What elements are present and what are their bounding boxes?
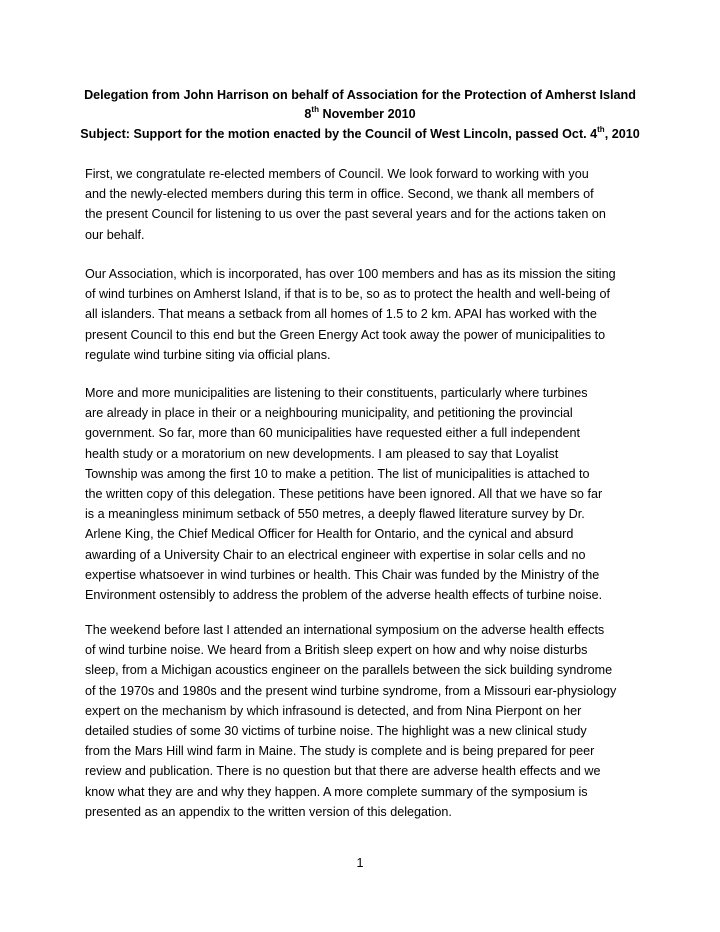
- paragraph-congratulations: [85, 164, 645, 245]
- text-line: of wind turbines on Amherst Island, if that is to be, so as to protect the health and well-being of: [85, 287, 611, 302]
- paragraph-association: [85, 264, 645, 365]
- text-line: health study or a moratorium on new developments. I am pleased to say that Loyalist: [85, 446, 559, 461]
- text-line: Arlene King, the Chief Medical Officer for Health for Ontario, and the cynical and absurd: [85, 527, 574, 542]
- subject-year: , 2010: [604, 127, 640, 141]
- text-line: expert on the mechanism by which infrasound is detected, and from Nina Pierpont on her: [85, 703, 582, 718]
- subject-text: Subject: Support for the motion enacted by the Council of West Lincoln, passed Oct. 4: [80, 127, 598, 141]
- text-line: review and publication. There is no question but that there are adverse health effects and we: [85, 764, 601, 779]
- date-day-suffix: th: [311, 104, 319, 114]
- text-line: detailed studies of some 30 victims of turbine noise. The highlight was a new clinical study: [85, 723, 587, 738]
- text-line: the present Council for listening to us over the past several years and for the actions taken on: [85, 207, 606, 222]
- date-rest: November 2010: [318, 107, 416, 121]
- text-line: our behalf.: [85, 227, 145, 242]
- text-line: of the 1970s and 1980s and the present wind turbine syndrome, from a Missouri ear-physiology: [85, 683, 617, 698]
- paragraph-municipalities: [85, 383, 645, 605]
- text-line: know what they are and why they happen. A more complete summary of the symposium is: [85, 784, 588, 799]
- text-line: Our Association, which is incorporated, has over 100 members and has as its mission the siting: [85, 267, 616, 281]
- text-line: the written copy of this delegation. These petitions have been ignored. All that we have so far: [85, 486, 603, 501]
- subject-date-suffix: th: [597, 124, 605, 134]
- text-line: all islanders. That means a setback from all homes of 1.5 to 2 km. APAI has worked with the: [85, 307, 597, 322]
- delegation-title: Delegation from John Harrison on behalf of Association for the Protection of Amherst Island: [84, 88, 636, 102]
- text-line: of wind turbine noise. We heard from a British sleep expert on how and why noise disturbs: [85, 643, 588, 658]
- text-line: First, we congratulate re-elected members of Council. We look forward to working with you: [85, 167, 589, 181]
- date-day: 8: [304, 107, 312, 121]
- text-line: from the Mars Hill wind farm in Maine. The study is complete and is being prepared for peer: [85, 744, 595, 759]
- subject-line: [60, 124, 660, 144]
- text-line: sleep, from a Michigan acoustics engineer on the parallels between the sick building syndrome: [85, 663, 613, 678]
- text-line: government. So far, more than 60 municipalities have requested either a full independent: [85, 426, 580, 441]
- text-line: Township was among the first 10 to make a petition. The list of municipalities is attached to: [85, 466, 590, 481]
- text-line: More and more municipalities are listening to their constituents, particularly where turbines: [85, 386, 588, 400]
- paragraph-symposium: [85, 620, 645, 822]
- text-line: The weekend before last I attended an international symposium on the adverse health effects: [85, 623, 605, 637]
- text-line: and the newly-elected members during this term in office. Second, we thank all members of: [85, 187, 594, 202]
- text-line: present Council to this end but the Green Energy Act took away the power of municipalities to: [85, 327, 606, 342]
- page-number: 1: [356, 856, 364, 870]
- text-line: are already in place in their or a neighbouring municipality, and petitioning the provincial: [85, 406, 573, 421]
- delegation-date: [60, 104, 660, 124]
- text-line: is a meaningless minimum setback of 550 metres, a deeply flawed literature survey by Dr.: [85, 507, 585, 522]
- text-line: awarding of a University Chair to an electrical engineer with expertise in solar cells and no: [85, 547, 586, 562]
- text-line: regulate wind turbine siting via official plans.: [85, 347, 331, 362]
- text-line: presented as an appendix to the written version of this delegation.: [85, 804, 452, 819]
- text-line: expertise whatsoever in wind turbines or health. This Chair was funded by the Ministry of the: [85, 567, 600, 582]
- text-line: Environment ostensibly to address the problem of the adverse health effects of turbine noise.: [85, 587, 603, 602]
